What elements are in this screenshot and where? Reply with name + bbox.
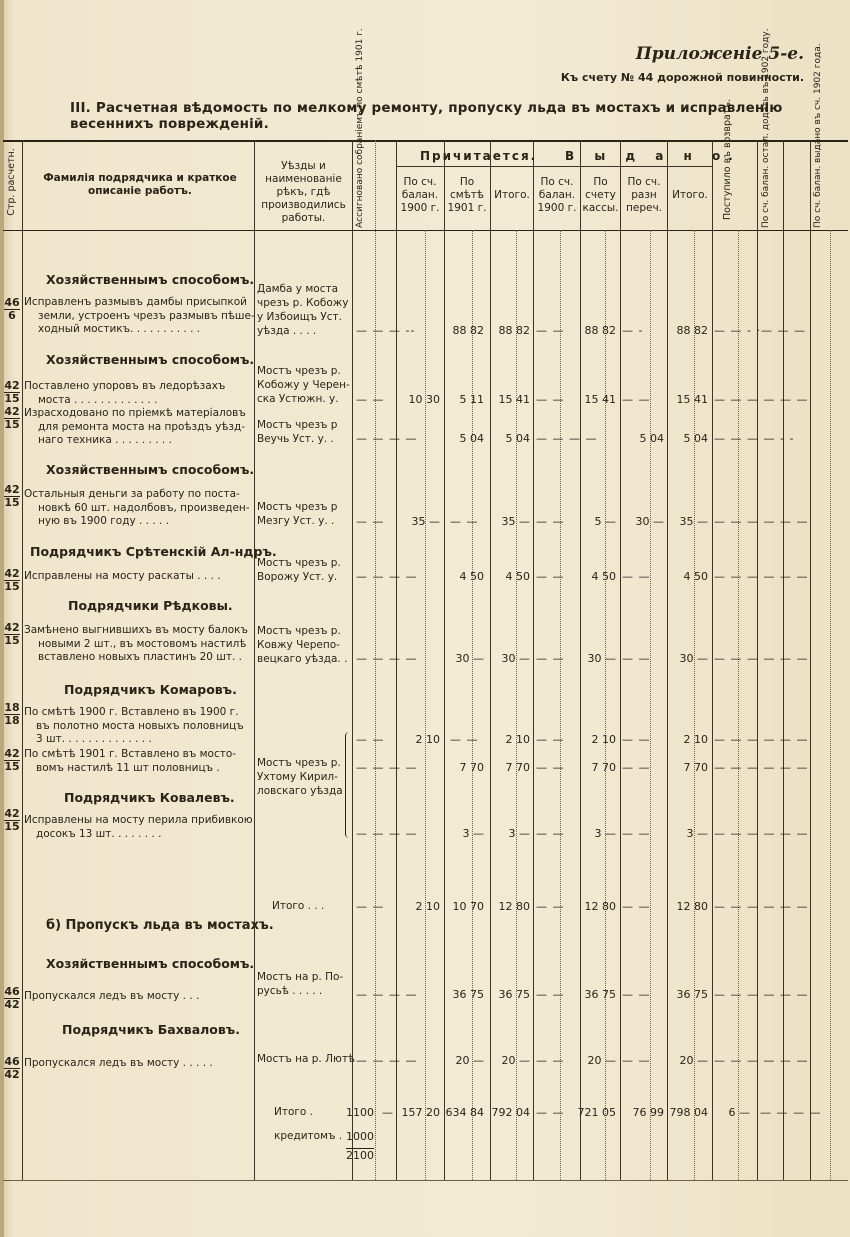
cell-due-total: 35 — (501, 515, 530, 528)
empty-dashes: — - (622, 324, 644, 337)
empty-dashes: — — (536, 1054, 565, 1067)
empty-dashes: — — — — — — (714, 761, 809, 774)
cell-assigned-credit: 1000 (346, 1130, 374, 1143)
cell-due-1901: 30 — (455, 652, 484, 665)
col-divider (620, 140, 621, 1180)
subcol-divider (830, 230, 831, 1180)
cell-due-1901: 10 70 (452, 900, 484, 913)
cell-due-1900: 10 30 (408, 393, 440, 406)
empty-dashes: — — (536, 761, 565, 774)
col-divider (444, 140, 445, 1180)
cell-paid-cash: 88 82 (584, 324, 616, 337)
col-divider (810, 140, 811, 1180)
empty-dashes: — — — — — — (714, 570, 809, 583)
header-paid-transfer: По сч. разн переч. (626, 176, 662, 214)
section-heading: Подрядчикъ Срѣтенскій Ал-ндръ. (30, 544, 277, 559)
cell-paid-total: 12 80 (676, 900, 708, 913)
cell-due-1901: 634 84 (445, 1106, 484, 1119)
header-paid-cash: По счету кассы. (582, 176, 619, 214)
cell-due-1900: 35 — (411, 515, 440, 528)
cell-paid-cash: 30 — (587, 652, 616, 665)
section-heading: Подрядчикъ Комаровъ. (64, 682, 237, 697)
empty-dashes: — — — — — — (714, 988, 809, 1001)
subtotal-label: Итого . . . (272, 900, 325, 912)
cell-paid-total: 7 70 (683, 761, 708, 774)
cell-paid-cash: 15 41 (584, 393, 616, 406)
header-ref: Стр. расчетн. (6, 148, 17, 216)
document-title: III. Расчетная вѣдомость по мелкому ремонту, пропуску льда въ мостахъ и исправленію весеннихъ поврежденій. (70, 100, 783, 132)
row-description: По смѣтѣ 1901 г. Вставлено въ мосто- вомъ настилѣ 11 шт половницъ . (24, 748, 237, 774)
cell-due-total: 5 04 (505, 432, 530, 445)
section-heading: Хозяйственнымъ способомъ. (46, 272, 255, 287)
header-due-total: Итого. (494, 189, 530, 201)
empty-dashes: — — (622, 570, 651, 583)
empty-dashes: — — (622, 827, 651, 840)
account-label: Къ счету № 44 дорожной повинности. (560, 71, 804, 84)
empty-dashes: — — (356, 733, 385, 746)
cell-paid-total: 15 41 (676, 393, 708, 406)
cell-due-1900: 2 10 (415, 733, 440, 746)
header-assigned (355, 142, 366, 228)
row-location: Мостъ на р. Лютѣ (257, 1053, 356, 1065)
row-ref: 42 15 (4, 747, 20, 773)
row-ref: 42 15 (4, 379, 20, 405)
row-location: Мостъ чрезъ р. Кобожу у Черен- ска Устюжн. у. (257, 365, 350, 405)
row-description: Пропускался ледъ въ мосту . . . . . (24, 1057, 213, 1069)
empty-dashes: — — (536, 393, 565, 406)
cell-due-1901: 20 — (455, 1054, 484, 1067)
group-header-rule (396, 166, 712, 167)
empty-dashes: — — (536, 515, 565, 528)
empty-dashes: — — — — (356, 761, 418, 774)
cell-paid-transfer: 5 04 (639, 432, 664, 445)
cell-paid-transfer: 76 99 (632, 1106, 664, 1119)
empty-dashes: — — - ·— — — (714, 324, 806, 337)
cell-paid-total: 20 — (679, 1054, 708, 1067)
empty-dashes: — — (622, 733, 651, 746)
cell-paid-total: 2 10 (683, 733, 708, 746)
cell-due-1901: 7 70 (459, 761, 484, 774)
empty-dashes: — — — — — — (714, 827, 809, 840)
cell-due-total: 30 — (501, 652, 530, 665)
empty-dashes: — — — — - - (714, 432, 795, 445)
row-ref: 42 15 (4, 807, 20, 833)
cell-due-1901: 3 — (462, 827, 484, 840)
section-heading: Хозяйственнымъ способомъ. (46, 352, 255, 367)
col-divider (490, 140, 491, 1180)
col-divider (580, 140, 581, 1180)
cell-due-total: 36 75 (498, 988, 530, 1001)
cell-due-1901: 4 50 (459, 570, 484, 583)
row-ref: 42 15 (4, 567, 20, 593)
empty-dashes: — — — — — — (714, 652, 809, 665)
cell-paid-total: 5 04 (683, 432, 708, 445)
row-ref: 46 42 (4, 985, 20, 1011)
cell-due-total: 12 80 (498, 900, 530, 913)
table-bottom-rule (3, 1180, 848, 1181)
row-description: По смѣтѣ 1900 г. Вставлено въ 1900 г. въ полотно моста новыхъ половницъ 3 шт. . . . . . . . . . . . . . (24, 706, 244, 745)
empty-dashes: — — (536, 324, 565, 337)
section-heading: Подрядчикъ Бахваловъ. (62, 1022, 240, 1037)
empty-dashes: — — (622, 652, 651, 665)
header-location: Уѣзды и наименованіе рѣкъ, гдѣ производились работы. (261, 160, 346, 224)
empty-dashes: — — (356, 900, 385, 913)
empty-dashes: — — (450, 733, 479, 746)
cell-due-1901: 36 75 (452, 988, 484, 1001)
cell-due-1901: 5 11 (459, 393, 484, 406)
row-location: Мостъ на р. По- русьѣ . . . . . (257, 971, 344, 997)
cell-paid-cash: 721 05 (577, 1106, 616, 1119)
empty-dashes: — — (536, 733, 565, 746)
row-description: Исправлены на мосту раскаты . . . . (24, 570, 221, 582)
cell-paid-total: 4 50 (683, 570, 708, 583)
empty-dashes: — — — — (356, 827, 418, 840)
empty-dashes: — — — — (536, 432, 598, 445)
page-edge (0, 0, 4, 1237)
subcol-divider (605, 230, 606, 1180)
empty-dashes: — — (356, 393, 385, 406)
col-divider (352, 140, 353, 1180)
subcol-divider (738, 230, 739, 1180)
cell-paid-cash: 4 50 (591, 570, 616, 583)
row-location: Дамба у моста чрезъ р. Кобожу у Избоищъ Уст. уѣзда . . . . (257, 283, 349, 337)
cell-paid-total: 30 — (679, 652, 708, 665)
empty-dashes: — — (536, 900, 565, 913)
row-ref: 18 18 (4, 701, 20, 727)
cell-paid-total: 88 82 (676, 324, 708, 337)
empty-dashes: — — (450, 515, 479, 528)
empty-dashes: — — — — (356, 652, 418, 665)
empty-dashes: — — (536, 570, 565, 583)
credit-label: кредитомъ . (274, 1130, 343, 1142)
col-divider (533, 140, 534, 1180)
header-paid-1902 (813, 142, 824, 228)
header-contractor: Фамилія подрядчика и краткое описаніе работъ. (43, 172, 237, 197)
empty-dashes: — — (622, 1054, 651, 1067)
subcol-divider (560, 230, 561, 1180)
subcol-divider (650, 230, 651, 1180)
header-remain-1902 (761, 142, 772, 228)
empty-dashes: — — (536, 1106, 565, 1119)
empty-dashes: — (382, 1106, 394, 1119)
cell-due-1901: 88 82 (452, 324, 484, 337)
subcol-divider (472, 230, 473, 1180)
row-ref: 42 15 (4, 483, 20, 509)
cell-paid-total: 798 04 (669, 1106, 708, 1119)
row-description: Поставлено упоровъ въ ледорѣзахъ моста . . . . . . . . . . . . . (24, 380, 226, 406)
empty-dashes: — — — — — — (714, 733, 809, 746)
cell-due-total: 88 82 (498, 324, 530, 337)
empty-dashes: — — (536, 652, 565, 665)
empty-dashes: — — — — — — (714, 515, 809, 528)
section-heading: б) Пропускъ льда въ мостахъ. (46, 918, 274, 933)
col-divider (22, 140, 23, 1180)
subcol-divider (694, 230, 695, 1180)
header-paid-total: Итого. (672, 189, 708, 201)
empty-dashes: — — (622, 900, 651, 913)
header-due-1900: По сч. балан. 1900 г. (400, 176, 440, 214)
empty-dashes: — — (536, 988, 565, 1001)
cell-due-1900: 2 10 (415, 900, 440, 913)
cell-paid-transfer: 30 — (635, 515, 664, 528)
cell-due-1900: 157 20 (401, 1106, 440, 1119)
section-heading: Хозяйственнымъ способомъ. (46, 956, 255, 971)
empty-dashes: — — — — — — (714, 1054, 809, 1067)
cell-paid-total: 36 75 (676, 988, 708, 1001)
header-due-group: Причитается. (420, 149, 538, 163)
empty-dashes: — — — — (356, 1054, 418, 1067)
header-due-1901: По смѣтѣ 1901 г. (447, 176, 487, 214)
header-paid-group: В ы д а н о. (565, 149, 741, 163)
cell-paid-cash: 20 — (587, 1054, 616, 1067)
row-location: Мостъ чрезъ р. Ковжу Черепо- вецкаго уѣзда. . (257, 625, 348, 665)
cell-due-total: 20 — (501, 1054, 530, 1067)
cell-assigned-sum: 2100 (346, 1149, 374, 1162)
empty-dashes: — — (622, 393, 651, 406)
col-divider (667, 140, 668, 1180)
row-description: Исправлены на мосту перила прибивкою досокъ 13 шт. . . . . . . . (24, 814, 253, 840)
row-description: Замѣнено выгнившихъ въ мосту балокъ новыми 2 шт., въ мостовомъ настилѣ вставлено новыхъ пластинъ 20 шт. . (24, 624, 248, 663)
row-ref: 42 15 (4, 621, 20, 647)
row-description: Пропускался ледъ въ мосту . . . (24, 990, 200, 1002)
section-heading: Подрядчикъ Ковалевъ. (64, 790, 235, 805)
subcol-divider (516, 230, 517, 1180)
row-location: Мостъ чрезъ р Веучь Уст. у. . (257, 419, 338, 445)
row-location: Мостъ чрезъ р Мезгу Уст. у. . (257, 501, 338, 527)
cell-due-total: 2 10 (505, 733, 530, 746)
row-description: Остальныя деньги за работу по поста- новкѣ 60 шт. надолбовъ, произведен- ную въ 1900 году . . . . . (24, 488, 250, 527)
cell-paid-cash: 12 80 (584, 900, 616, 913)
cell-paid-cash: 2 10 (591, 733, 616, 746)
section-heading: Хозяйственнымъ способомъ. (46, 462, 255, 477)
cell-due-total: 3 — (508, 827, 530, 840)
appendix-label: Приложеніе 5-е. (635, 44, 804, 64)
cell-paid-cash: 7 70 (591, 761, 616, 774)
row-location: Мостъ чрезъ р. Ухтому Кирил- ловскаго уѣзда (257, 757, 343, 797)
cell-paid-total: 35 — (679, 515, 708, 528)
row-ref: 42 15 (4, 405, 20, 431)
row-ref: 46 42 (4, 1055, 20, 1081)
empty-dashes: — — (622, 988, 651, 1001)
total-label: Итого . (274, 1106, 314, 1118)
empty-dashes: — — (356, 515, 385, 528)
cell-paid-cash: 36 75 (584, 988, 616, 1001)
cell-paid-cash: 5 — (594, 515, 616, 528)
empty-dashes: — — (536, 827, 565, 840)
empty-dashes: — — — -- (356, 324, 416, 337)
subcol-divider (425, 230, 426, 1180)
empty-dashes: — — — — (356, 988, 418, 1001)
empty-dashes: — — — — (356, 432, 418, 445)
col-divider (712, 140, 713, 1180)
header-returned: Поступило въ возвратъ. (722, 98, 733, 220)
cell-due-total: 4 50 (505, 570, 530, 583)
cell-returned: 6 — (728, 1106, 750, 1119)
empty-dashes: — — — — (356, 570, 418, 583)
row-location: Мостъ чрезъ р. Ворожу Уст. у. (257, 557, 341, 583)
cell-assigned: 1100 (346, 1106, 374, 1119)
section-heading: Подрядчики Рѣдковы. (68, 598, 233, 613)
header-paid-1900: По сч. балан. 1900 г. (537, 176, 577, 214)
row-ref: 46 6 (4, 296, 20, 322)
cell-due-total: 7 70 (505, 761, 530, 774)
empty-dashes: — — (622, 761, 651, 774)
row-description: Исправленъ размывъ дамбы присыпкой земли, устроенъ чрезъ размывъ пѣше- ходный мостикъ. . . . . . . . . . . (24, 296, 255, 335)
cell-due-total: 15 41 (498, 393, 530, 406)
cell-paid-total: 3 — (686, 827, 708, 840)
bracket (345, 732, 352, 838)
cell-due-1901: 5 04 (459, 432, 484, 445)
cell-paid-cash: 3 — (594, 827, 616, 840)
cell-due-total: 792 04 (491, 1106, 530, 1119)
empty-dashes: — — — — (760, 1106, 822, 1119)
empty-dashes: — — — — — — (714, 900, 809, 913)
row-description: Израсходовано по пріемкѣ матеріаловъ для ремонта моста на проѣздъ уѣзд- наго техника . . . . . . . . . (24, 407, 246, 446)
empty-dashes: — — — — — — (714, 393, 809, 406)
